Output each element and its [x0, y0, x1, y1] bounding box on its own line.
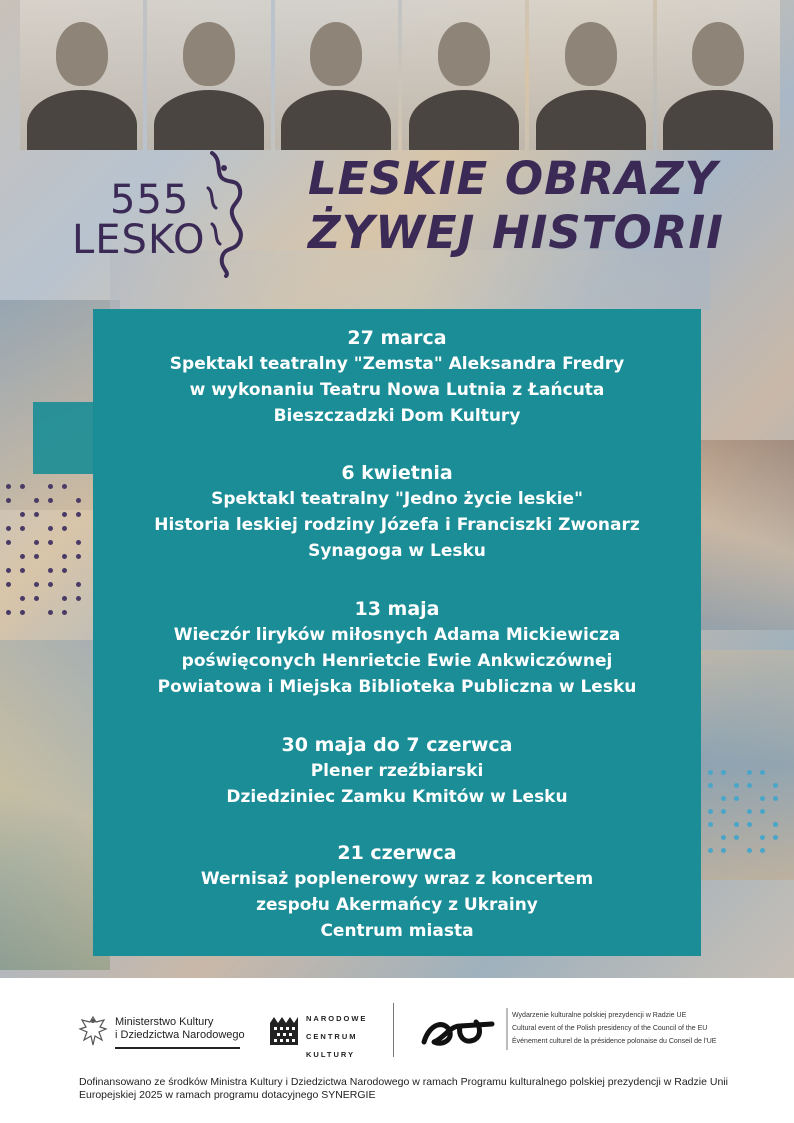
event-date: 21 czerwca	[337, 842, 457, 864]
decor-dot	[48, 526, 53, 531]
decor-dot	[20, 568, 25, 573]
decor-dot	[34, 554, 39, 559]
decor-dot	[20, 484, 25, 489]
decor-dot	[721, 770, 726, 775]
portrait-4	[402, 0, 525, 150]
decor-dot	[760, 770, 765, 775]
decor-dot	[34, 498, 39, 503]
decor-dot	[721, 796, 726, 801]
decor-dot	[773, 783, 778, 788]
event-line: Synagoga w Lesku	[308, 541, 486, 561]
event-line: Wieczór liryków miłosnych Adama Mickiewicza	[173, 625, 621, 645]
event-line: Powiatowa i Miejska Biblioteka Publiczna w Lesku	[157, 677, 637, 697]
presidency-bar	[506, 1008, 508, 1050]
decor-dot	[76, 582, 81, 587]
decor-dot	[62, 610, 67, 615]
event-line: Historia leskiej rodziny Józefa i Franciszki Zwonarz	[154, 515, 640, 535]
decor-dot	[6, 582, 11, 587]
decor-dot	[48, 540, 53, 545]
event-line: Spektakl teatralny "Jedno życie leskie"	[211, 489, 583, 509]
portrait-5	[529, 0, 652, 150]
title-line-1: LESKIE OBRAZY	[308, 152, 719, 205]
decor-dot	[760, 796, 765, 801]
dotted-pattern-right	[708, 770, 794, 860]
decor-dot	[20, 596, 25, 601]
event-line: poświęconych Henrietcie Ewie Ankwiczównej	[181, 651, 613, 671]
decor-dot	[708, 770, 713, 775]
event-2	[93, 460, 701, 564]
decor-dot	[6, 610, 11, 615]
portrait-1	[20, 0, 143, 150]
decor-dot	[734, 835, 739, 840]
decor-dot	[760, 809, 765, 814]
decor-dot	[62, 484, 67, 489]
decor-dot	[62, 512, 67, 517]
events-box	[93, 309, 701, 956]
decor-dot	[708, 809, 713, 814]
crest-icon	[202, 148, 246, 278]
portrait-3	[275, 0, 398, 150]
portrait-6	[657, 0, 780, 150]
decor-dot	[20, 554, 25, 559]
decor-dot	[48, 484, 53, 489]
decor-dot	[773, 835, 778, 840]
decor-dot	[6, 568, 11, 573]
event-4	[93, 732, 701, 810]
event-date: 30 maja do 7 czerwca	[281, 734, 513, 756]
decor-dot	[76, 554, 81, 559]
event-line: Plener rzeźbiarski	[310, 761, 484, 781]
decor-dot	[6, 484, 11, 489]
presidency-logo-icon	[420, 1012, 500, 1052]
decor-dot	[62, 554, 67, 559]
decor-dot	[48, 610, 53, 615]
decor-dot	[747, 822, 752, 827]
decor-dot	[747, 770, 752, 775]
event-1	[93, 325, 701, 429]
event-3	[93, 596, 701, 700]
logo-number: 555	[110, 177, 190, 223]
funding-note: Dofinansowano ze środków Ministra Kultury i Dziedzictwa Narodowego w ramach Programu kulturalnego polskiej prezydencji w Radzie Unii Europejskiej 2025 w ramach programu dotacyjnego SYNERGIE	[79, 1076, 728, 1101]
decor-dot	[62, 568, 67, 573]
decor-dot	[734, 822, 739, 827]
decor-dot	[20, 610, 25, 615]
decor-dot	[721, 848, 726, 853]
decor-dot	[6, 498, 11, 503]
event-date: 27 marca	[347, 327, 447, 349]
decor-dot	[721, 835, 726, 840]
decor-dot	[62, 526, 67, 531]
presidency-text: Wydarzenie kulturalne polskiej prezydencji w Radzie UE Cultural event of the Polish presidency of the Council of the EU Événement culturel de la présidence polonaise du Conseil de l'UE	[512, 1012, 717, 1045]
eagle-emblem-icon	[78, 1014, 108, 1048]
decor-dot	[48, 568, 53, 573]
event-line: Centrum miasta	[320, 921, 474, 941]
decor-dot	[20, 526, 25, 531]
portrait-2	[147, 0, 270, 150]
event-5	[93, 840, 701, 944]
title-line-2: ŻYWEJ HISTORII	[308, 206, 724, 259]
decor-dot	[708, 822, 713, 827]
decor-dot	[760, 835, 765, 840]
dotted-pattern-left	[6, 484, 96, 624]
decor-dot	[6, 540, 11, 545]
event-line: Spektakl teatralny "Zemsta" Aleksandra Fredry	[169, 354, 625, 374]
decor-dot	[773, 822, 778, 827]
decor-dot	[708, 848, 713, 853]
nck-name: NARODOWE CENTRUM KULTURY	[306, 1014, 368, 1059]
event-date: 13 maja	[354, 598, 440, 620]
poster-title	[308, 152, 748, 260]
event-line: zespołu Akermańcy z Ukrainy	[256, 895, 538, 915]
decor-dot	[708, 783, 713, 788]
nck-grid-icon	[268, 1013, 300, 1047]
event-line: w wykonaniu Teatru Nowa Lutnia z Łańcuta	[189, 380, 605, 400]
decor-dot	[48, 582, 53, 587]
portraits-strip	[20, 0, 780, 150]
event-line: Wernisaż poplenerowy wraz z koncertem	[200, 869, 594, 889]
decor-dot	[6, 526, 11, 531]
decor-dot	[34, 582, 39, 587]
logo-name: LESKO	[72, 217, 206, 263]
decor-dot	[76, 540, 81, 545]
decor-dot	[34, 540, 39, 545]
decor-dot	[734, 796, 739, 801]
decor-dot	[34, 596, 39, 601]
decor-dot	[76, 512, 81, 517]
decor-dot	[34, 512, 39, 517]
decor-dot	[76, 596, 81, 601]
decor-dot	[747, 809, 752, 814]
decor-dot	[721, 809, 726, 814]
decor-dot	[747, 783, 752, 788]
decor-dot	[773, 796, 778, 801]
decor-dot	[48, 498, 53, 503]
decor-dot	[20, 512, 25, 517]
ministry-underline	[115, 1047, 240, 1049]
ministry-name: Ministerstwo Kultury i Dziedzictwa Narodowego	[115, 1016, 245, 1041]
event-line: Dziedziniec Zamku Kmitów w Lesku	[226, 787, 568, 807]
decor-dot	[747, 848, 752, 853]
decor-dot	[62, 596, 67, 601]
decor-dot	[760, 848, 765, 853]
event-line: Bieszczadzki Dom Kultury	[273, 406, 521, 426]
decor-dot	[734, 783, 739, 788]
event-date: 6 kwietnia	[341, 462, 453, 484]
decor-dot	[76, 498, 81, 503]
footer-divider	[393, 1003, 394, 1057]
